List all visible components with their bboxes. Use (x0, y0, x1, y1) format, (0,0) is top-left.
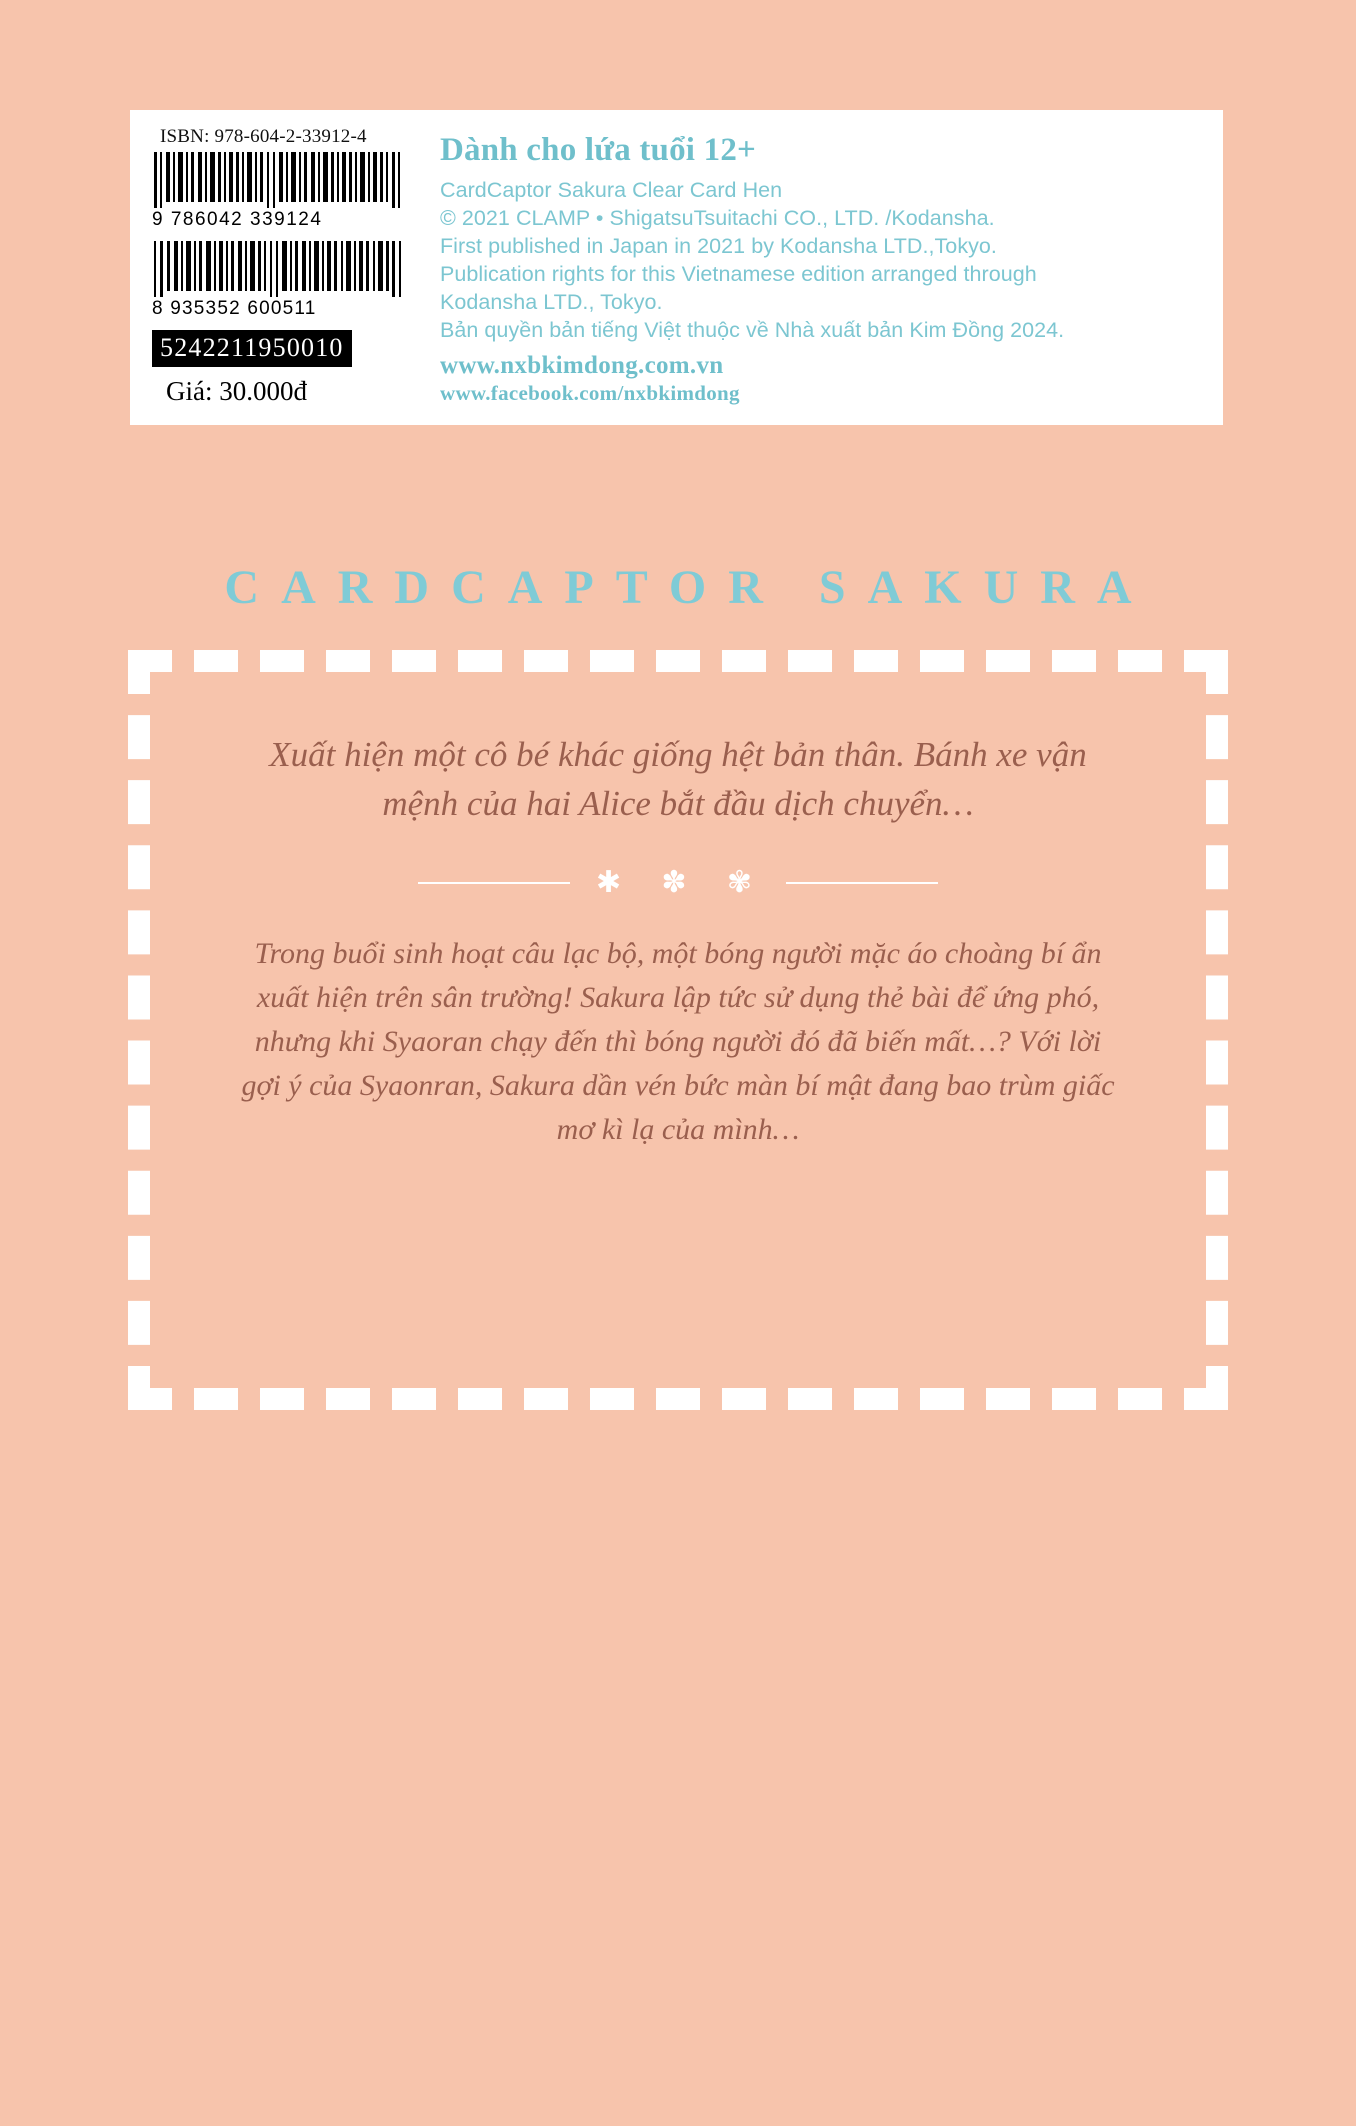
barcode-bars-icon (152, 152, 410, 208)
copyright-line: © 2021 CLAMP • ShigatsuTsuitachi CO., LTD. /Kodansha. (440, 206, 995, 230)
isbn-copyright-panel (130, 110, 1223, 425)
barcode-column (130, 110, 430, 425)
publisher-facebook-link[interactable]: www.facebook.com/nxbkimdong (440, 381, 740, 405)
price-label: Giá: 30.000đ (166, 376, 307, 406)
copyright-line: Publication rights for this Vietnamese edition arranged through (440, 262, 1037, 286)
barcode-ean13-secondary (152, 241, 410, 320)
blurb-lead-text: Xuất hiện một cô bé khác giống hệt bản thân. Bánh xe vận mệnh của hai Alice bắt đầu dịch chuyển… (269, 735, 1087, 823)
age-rating-label: Dành cho lứa tuổi 12+ (440, 132, 757, 168)
copyright-line: First published in Japan in 2021 by Kodansha LTD.,Tokyo. (440, 234, 997, 258)
series-title: CARDCAPTOR SAKURA (224, 561, 1154, 614)
flower-ornament-icon: ✱ ✽ ✾ (595, 866, 769, 899)
publisher-website-link[interactable]: www.nxbkimdong.com.vn (440, 352, 724, 379)
blurb-content (170, 692, 1186, 1368)
barcode-digits-secondary: 8 935352 600511 (152, 298, 317, 319)
copyright-column (430, 110, 1223, 425)
barcode-bars-icon (152, 241, 410, 297)
divider-rule-right (786, 882, 938, 884)
copyright-line: CardCaptor Sakura Clear Card Hen (440, 178, 783, 202)
internal-code-badge: 5242211950010 (152, 330, 352, 367)
divider-rule-left (418, 882, 570, 884)
copyright-line: Kodansha LTD., Tokyo. (440, 290, 663, 314)
barcode-digits-primary: 9 786042 339124 (152, 209, 323, 230)
barcode-ean13-primary (152, 152, 410, 231)
blurb-frame (128, 650, 1228, 1410)
isbn-label: ISBN: 978-604-2-33912-4 (160, 126, 367, 147)
blurb-body-text: Trong buổi sinh hoạt câu lạc bộ, một bóng người mặc áo choàng bí ẩn xuất hiện trên sân trường! Sakura lập tức sử dụng thẻ bài để ứng phó, nhưng khi Syaoran chạy đến thì bóng người đó đã biến mất…? Với lời gợi ý của Syaonran, Sakura dần vén bức màn bí mật đang bao trùm giấc mơ kì lạ của mình… (241, 937, 1115, 1146)
ornamental-divider (418, 868, 938, 898)
copyright-line: Bản quyền bản tiếng Việt thuộc về Nhà xuất bản Kim Đồng 2024. (440, 318, 1065, 342)
